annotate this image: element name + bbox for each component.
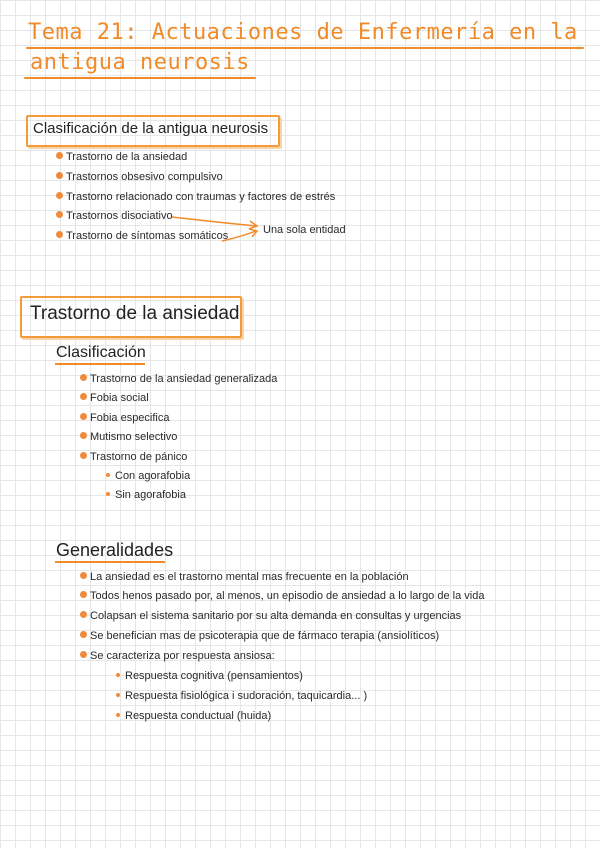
bullet-icon — [80, 611, 87, 618]
sub-bullet-icon — [106, 473, 110, 477]
list-item: La ansiedad es el trastorno mental mas frecuente en la población — [80, 571, 409, 583]
bullet-icon — [80, 413, 87, 420]
bullet-icon — [80, 432, 87, 439]
list-item: Se caracteriza por respuesta ansiosa: — [80, 650, 275, 662]
bullet-icon — [56, 152, 63, 159]
list-item: Mutismo selectivo — [80, 431, 177, 443]
bullet-icon — [80, 591, 87, 598]
list-item: Fobia social — [80, 392, 149, 404]
list-item: Trastornos obsesivo compulsivo — [56, 171, 223, 183]
list-item: Colapsan el sistema sanitario por su alta demanda en consultas y urgencias — [80, 610, 461, 622]
list-item: Trastorno de pánico — [80, 451, 187, 463]
bullet-icon — [56, 192, 63, 199]
sub-list-item: Respuesta fisiológica i sudoración, taquicardia... ) — [116, 690, 367, 702]
list-item: Todos henos pasado por, al menos, un episodio de ansiedad a lo largo de la vida — [80, 590, 484, 602]
list-item: Trastornos disociativo — [56, 210, 173, 222]
classification-heading: Clasificación de la antigua neurosis — [33, 120, 269, 137]
sub-bullet-icon — [116, 713, 120, 717]
sub-bullet-icon — [116, 673, 120, 677]
title-underline-2 — [24, 77, 256, 79]
sub-bullet-icon — [116, 693, 120, 697]
list-item: Trastorno de la ansiedad — [56, 151, 187, 163]
bullet-icon — [56, 211, 63, 218]
list-item: Se benefician mas de psicoterapia que de fármaco terapia (ansiolíticos) — [80, 630, 439, 642]
classification-subheading: Clasificación — [56, 344, 146, 361]
list-item: Trastorno relacionado con traumas y factores de estrés — [56, 191, 335, 203]
bullet-icon — [56, 231, 63, 238]
sub-bullet-icon — [106, 492, 110, 496]
list-item: Trastorno de síntomas somáticos — [56, 230, 228, 242]
bullet-icon — [80, 631, 87, 638]
list-item: Fobia especifica — [80, 412, 170, 424]
sub-list-item: Sin agorafobia — [106, 489, 186, 501]
sub-list-item: Respuesta conductual (huida) — [116, 710, 271, 722]
bullet-icon — [80, 374, 87, 381]
annotation-text: Una sola entidad — [263, 224, 346, 236]
sub-list-item: Respuesta cognitiva (pensamientos) — [116, 670, 303, 682]
bullet-icon — [80, 452, 87, 459]
list-item: Trastorno de la ansiedad generalizada — [80, 373, 277, 385]
arrows-icon — [170, 210, 265, 245]
classification-underline — [55, 363, 145, 365]
bullet-icon — [80, 651, 87, 658]
bullet-icon — [56, 172, 63, 179]
generalities-underline — [55, 561, 165, 563]
title-underline-1 — [26, 47, 584, 49]
page-title-line1: Tema 21: Actuaciones de Enfermería en la — [28, 20, 578, 45]
anxiety-heading: Trastorno de la ansiedad — [30, 303, 240, 324]
sub-list-item: Con agorafobia — [106, 470, 190, 482]
bullet-icon — [80, 572, 87, 579]
bullet-icon — [80, 393, 87, 400]
generalities-subheading: Generalidades — [56, 540, 174, 560]
page-title-line2: antigua neurosis — [30, 50, 250, 75]
